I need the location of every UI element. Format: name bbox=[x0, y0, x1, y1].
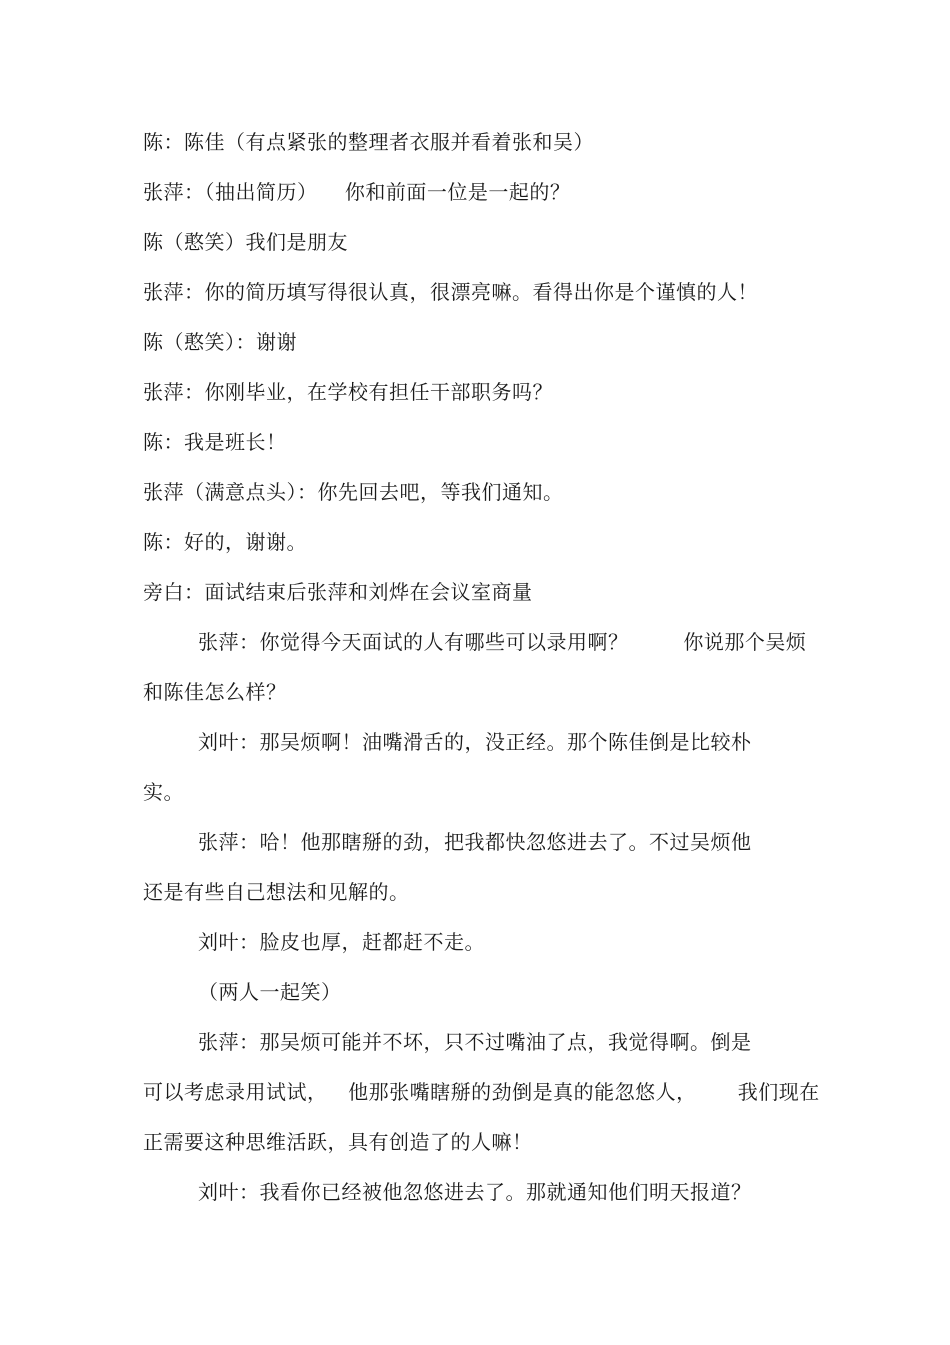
dialogue-line-continued: 还是有些自己想法和见解的。 bbox=[143, 880, 410, 904]
dialogue-line: 陈：我是班长！ bbox=[143, 430, 287, 454]
dialogue-line: 张萍：你觉得今天面试的人有哪些可以录用啊？ 你说那个吴烦 bbox=[198, 630, 807, 654]
dialogue-line: 陈：好的，谢谢。 bbox=[143, 530, 307, 554]
dialogue-line-continued: 和陈佳怎么样？ bbox=[143, 680, 287, 704]
dialogue-line: 张萍（满意点头）：你先回去吧，等我们通知。 bbox=[143, 480, 564, 504]
dialogue-line: 刘叶：那吴烦啊！油嘴滑舌的，没正经。那个陈佳倒是比较朴 bbox=[198, 730, 752, 754]
dialogue-line-continued: 可以考虑录用试试， 他那张嘴瞎掰的劲倒是真的能忽悠人， 我们现在 bbox=[143, 1080, 820, 1104]
dialogue-line: 陈：陈佳（有点紧张的整理者衣服并看着张和吴） bbox=[143, 130, 594, 154]
dialogue-line: 张萍：哈！他那瞎掰的劲，把我都快忽悠进去了。不过吴烦他 bbox=[198, 830, 752, 854]
dialogue-line: 张萍：那吴烦可能并不坏，只不过嘴油了点，我觉得啊。倒是 bbox=[198, 1030, 752, 1054]
dialogue-line-continued: 实。 bbox=[143, 780, 184, 804]
dialogue-line-continued: 正需要这种思维活跃，具有创造了的人嘛！ bbox=[143, 1130, 533, 1154]
dialogue-line: 陈（憨笑）：谢谢 bbox=[143, 330, 297, 354]
dialogue-line: 张萍：你刚毕业，在学校有担任干部职务吗？ bbox=[143, 380, 553, 404]
dialogue-line: 刘叶：脸皮也厚，赶都赶不走。 bbox=[198, 930, 485, 954]
dialogue-line: 陈（憨笑）我们是朋友 bbox=[143, 230, 348, 254]
narration-line: 旁白：面试结束后张萍和刘烨在会议室商量 bbox=[143, 580, 533, 604]
dialogue-line: 张萍：你的简历填写得很认真，很漂亮嘛。看得出你是个谨慎的人！ bbox=[143, 280, 758, 304]
dialogue-line: 刘叶：我看你已经被他忽悠进去了。那就通知他们明天报道？ bbox=[198, 1180, 752, 1204]
dialogue-line: 张萍：（抽出简历） 你和前面一位是一起的？ bbox=[143, 180, 571, 204]
stage-direction: （两人一起笑） bbox=[198, 980, 342, 1004]
